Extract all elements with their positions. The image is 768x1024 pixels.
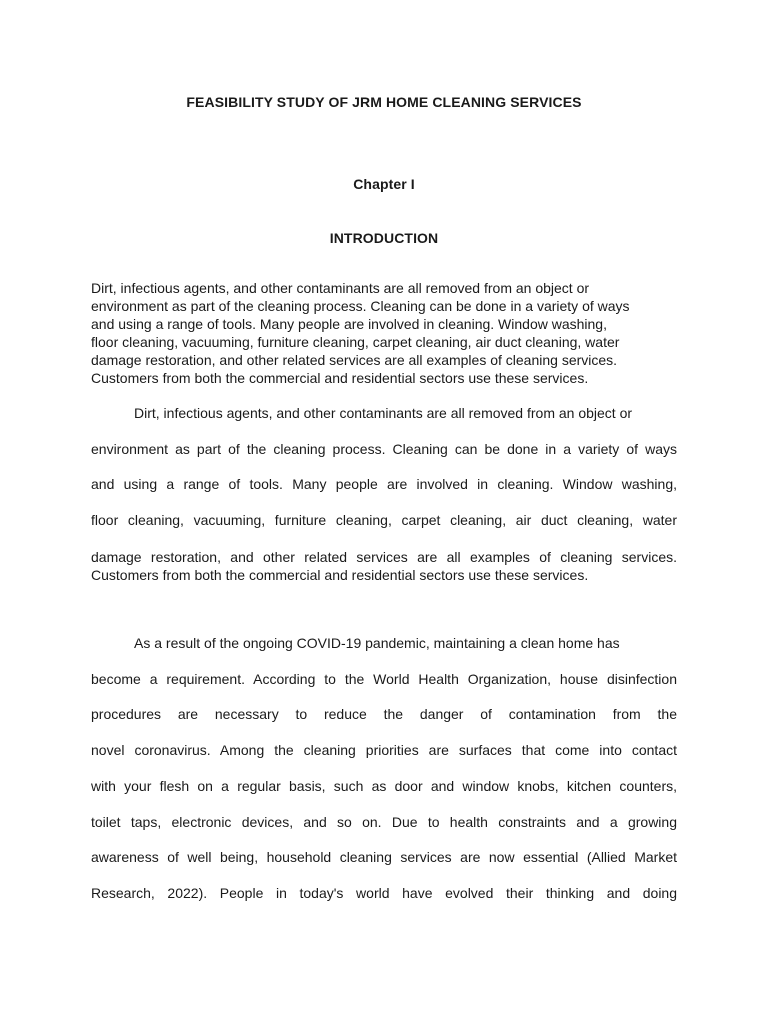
paragraph-line: and using a range of tools. Many people are involved in cleaning. Window washing,	[91, 476, 677, 493]
paragraph-line: become a requirement. According to the World Health Organization, house disinfection	[91, 670, 677, 687]
paragraph-line: novel coronavirus. Among the cleaning priorities are surfaces that come into contact	[91, 742, 677, 759]
paragraph-line: and using a range of tools. Many people are involved in cleaning. Window washing,	[91, 316, 607, 332]
paragraph-line: procedures are necessary to reduce the danger of contamination from the	[91, 706, 677, 723]
paragraph-line: floor cleaning, vacuuming, furniture cleaning, carpet cleaning, air duct cleaning, water	[91, 334, 620, 350]
paragraph-line: damage restoration, and other related services are all examples of cleaning services.	[91, 548, 677, 565]
paragraph-line: with your flesh on a regular basis, such as door and window knobs, kitchen counters,	[91, 777, 677, 794]
paragraph-line: toilet taps, electronic devices, and so on. Due to health constraints and a growing	[91, 813, 677, 830]
paragraph-line: As a result of the ongoing COVID-19 pandemic, maintaining a clean home has	[134, 635, 620, 651]
paragraph-line: Research, 2022). People in today's world have evolved their thinking and doing	[91, 884, 677, 901]
paragraph-line: Customers from both the commercial and residential sectors use these services.	[91, 370, 589, 386]
paragraph-line: awareness of well being, household cleaning services are now essential (Allied Market	[91, 849, 677, 866]
document-title: FEASIBILITY STUDY OF JRM HOME CLEANING SERVICES	[186, 94, 582, 110]
paragraph-line: environment as part of the cleaning process. Cleaning can be done in a variety of ways	[91, 440, 677, 457]
paragraph-line: Customers from both the commercial and residential sectors use these services.	[91, 566, 589, 583]
paragraph-line: floor cleaning, vacuuming, furniture cleaning, carpet cleaning, air duct cleaning, water	[91, 512, 677, 529]
paragraph-line: Dirt, infectious agents, and other contaminants are all removed from an object or	[134, 405, 633, 421]
section-heading: INTRODUCTION	[329, 230, 439, 246]
paragraph-line: Dirt, infectious agents, and other contaminants are all removed from an object or	[91, 280, 590, 296]
paragraph-line: damage restoration, and other related services are all examples of cleaning services.	[91, 352, 618, 368]
paragraph-3	[91, 626, 677, 912]
paragraph-2	[91, 396, 677, 584]
chapter-label: Chapter I	[353, 176, 415, 192]
paragraph-line: environment as part of the cleaning process. Cleaning can be done in a variety of ways	[91, 298, 630, 314]
paragraph-1	[91, 279, 677, 387]
